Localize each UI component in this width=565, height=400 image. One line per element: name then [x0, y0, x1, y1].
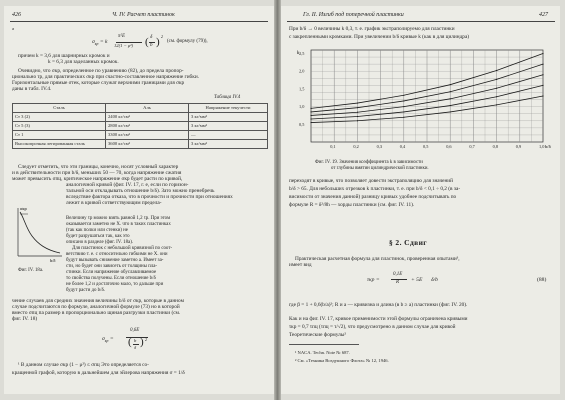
chart-x-tick-label: 0,6	[446, 144, 452, 149]
chart-point	[542, 85, 543, 86]
chart-x-tick-label: 0,3	[376, 144, 382, 149]
text-line: будет разрушаться так, как это	[66, 234, 130, 239]
eq1-paren-den: b	[150, 43, 153, 48]
chart-point	[403, 117, 404, 118]
chart-point	[357, 107, 358, 108]
text-line: кращенной графой, которую в дальнейшем для эйлерова напряжения σ = 1/δ	[12, 370, 185, 376]
text-line: ционально τp, для практических σкр при счастно-составленное напряжение гибки.	[12, 74, 199, 80]
table-header: Напряжение текучести	[189, 104, 268, 113]
text-line: будут вызывать снижение заметно а. Имеет за-	[66, 258, 164, 263]
eq3-lhs: τкр =	[367, 277, 380, 283]
chart-point	[450, 91, 451, 92]
text-line: где β = 1 + 0,6(b/a)²; R и a — кривизна и длина (в b ≥ a) пластинки (фиг. IV. 20).	[289, 302, 468, 308]
table-cell: 3300 кг/см²	[106, 131, 189, 140]
chart-point	[403, 111, 404, 112]
chart-x-tick-label: 0,2	[353, 144, 359, 149]
text-line: и в действительности при b/δ, меньших 50 — 70, когда напряжение сжатия	[12, 170, 182, 176]
chart-y-tick-label: 1,5	[299, 86, 305, 92]
text-line: может превысить σпц, критическое напряжение σкр будет расти по кривой,	[12, 176, 183, 182]
chart-y-tick-label: 2,5	[299, 51, 305, 57]
table-cell: 3 кг/мм²	[189, 113, 268, 122]
eq1-num: π²E	[118, 34, 126, 39]
table-header: Сталь	[13, 104, 106, 113]
text-line: Для пластинок с небольшой кривизной по соот-	[72, 246, 173, 251]
chart-y-tick-label: 1,0	[299, 104, 305, 110]
table-caption: Таблица IV.4	[214, 95, 241, 100]
chart-x-tick-label: 1,0	[539, 144, 545, 149]
eq2-paren-close: )	[140, 336, 144, 348]
left-page-number: 426	[12, 12, 21, 18]
eq3-coef: 0,1E	[393, 272, 403, 277]
text-line: переходят в кривые, что позволяет довести экстраполяцию для значений	[289, 178, 453, 184]
chart-y-ticks	[299, 51, 304, 128]
left-page	[4, 6, 274, 394]
chart-point	[542, 95, 543, 96]
chart-point	[357, 102, 358, 103]
eq1-lhs: $\sigma_{кр} = k$	[92, 39, 108, 47]
eq1-paren-close: )	[156, 36, 160, 48]
text-line: стинки. Если напряжение обуславливаемое	[66, 270, 157, 275]
text-line: Теоретические формулы²	[289, 332, 346, 338]
eq1-note: (см. формулу (79)),	[167, 39, 208, 44]
chart-point	[310, 108, 311, 109]
text-line: то свойства получены. Если отношение b/δ	[66, 276, 156, 281]
table-cell: 3 кг/мм²	[189, 140, 268, 149]
eq2-den-num: b	[134, 338, 137, 343]
eq1-den: 12(1 − μ²)	[114, 43, 134, 48]
text-line: чение случаев для средних значения величины b/δ от σкр, которые в данном	[12, 298, 184, 304]
chart-point	[403, 95, 404, 96]
chart-y-label: k	[297, 51, 300, 56]
text-line: фиг. IV. 18)	[12, 316, 38, 322]
fig-caption-18a: Фиг. IV. 18а.	[18, 268, 44, 273]
text-line: описано в разделе (фиг. IV. 18а).	[66, 240, 134, 245]
text-line: Следует отметить, что эти границы, конечно, носят условный характер	[18, 164, 179, 170]
eq2-square: 2	[145, 337, 147, 342]
text-line: τкр = 0,7 τпц (τпц = τ/√2), что предусмотрено в данном случае для кривой	[289, 324, 456, 330]
right-page	[281, 6, 560, 394]
chart-point	[542, 74, 543, 75]
text-line: Очевидно, что σкр, определенное по уравнению (82), до предела пропор-	[18, 68, 184, 74]
text-line: не более 1,2 и достаточно мало, то дальше при	[66, 282, 164, 287]
book-gutter	[274, 0, 281, 400]
chart-point	[310, 111, 311, 112]
table-header-row	[13, 104, 268, 113]
eq2-num: 0,6E	[130, 328, 140, 333]
chart-x-tick-label: 0,8	[492, 144, 498, 149]
table-cell: Высокопрочная легированная сталь	[13, 140, 106, 149]
chart-point	[496, 88, 497, 89]
table-cell: Ст 1	[13, 131, 106, 140]
yield-table	[12, 103, 268, 149]
text-line: Горизонтальные прямые σтек, которые служат верхними границами для σкр	[12, 80, 185, 86]
chart-x-ticks	[330, 144, 544, 150]
text-line: вместо σпц па размер в пропорционально щиная разгрузки пластинки (см.	[12, 310, 181, 316]
chart-point	[310, 118, 311, 119]
text-line: ветствию т. е. с относительно гибкими не Х. они	[66, 252, 168, 257]
text-line: аналогичной кривой (фиг. IV. 17, г. е, если по горизон-	[66, 182, 189, 188]
text-line: сти, но будет они зависеть от толщины пла-	[66, 264, 158, 269]
chart-fig-iv-19	[291, 46, 553, 158]
table-cell: 2400 кг/см²	[106, 113, 189, 122]
chart-caption-line2: от глубины вмятин цилиндрической пластинки.	[331, 166, 429, 171]
eq3-tail: δ/b	[431, 277, 438, 283]
text-line: даны в табл. IV.4.	[12, 86, 52, 92]
chart-x-tick-label: 0,4	[399, 144, 406, 149]
chart-point	[496, 96, 497, 97]
chart-point	[496, 104, 497, 105]
chart-point	[310, 115, 311, 116]
text-line: висимости от значения данной) разницу кривых удобнее подсчитывать по	[289, 194, 457, 200]
text-line: с закрепленными кромками. При увеличении b/δ кривые k (как в для цилиндра)	[289, 34, 470, 40]
chart-x-tick-label: 0,5	[423, 144, 429, 149]
text-line: формуле R = δ²/8h — хорды пластинки (см. фиг. IV. 11).	[289, 202, 415, 208]
eq1-paren-num: δ	[150, 35, 153, 40]
text-line: ¹ В данном случае σкр (1 − μ²) ≤ σпц Это определяется со-	[18, 362, 149, 368]
chart-point	[496, 79, 497, 80]
text-line: случае подсчитаются по формуле, аналогичной формуле (73) но в которой	[12, 304, 180, 310]
chart-point	[357, 116, 358, 117]
chart-y-tick-label: 0,5	[299, 121, 305, 127]
table-row	[13, 131, 268, 140]
eq3-number: (88)	[537, 277, 547, 283]
table-cell: Ст 5 (3)	[13, 122, 106, 131]
footnote-rule	[289, 344, 359, 345]
table-cell: —	[189, 131, 268, 140]
chart-point	[450, 105, 451, 106]
text-line: будут расти до b/δ.	[66, 288, 105, 293]
text-line: лежит в кривой сответствующим предела-	[66, 200, 162, 206]
eq1-square: 2	[161, 34, 163, 39]
text-line: причем k = 3,6 для шарнирных кромок и	[18, 53, 110, 59]
text-line: (так как полки или стенки) не	[66, 228, 128, 233]
text-line: имеет вид	[289, 262, 312, 268]
table-header: Аль	[106, 104, 189, 113]
chart-x-tick-label: 0,1	[330, 144, 336, 149]
chart-point	[403, 106, 404, 107]
text-line: При b/δ → 0 величины k 0,3, т. е. график экстраполируемо для пластинки	[289, 26, 455, 32]
corner-mark: а	[12, 26, 15, 31]
chart-y-tick-label: 2,0	[299, 68, 305, 74]
footnote: ¹ NACA. Techn. Note № 687.	[295, 350, 350, 355]
table-row	[13, 140, 268, 149]
eq2-lhs: $\sigma_{кр}$ =	[102, 336, 114, 344]
table-cell: Ст 3 (2)	[13, 113, 106, 122]
text-line: Практическая расчетная формула для пластинок, проверенная опытами³,	[295, 256, 460, 262]
left-header-rule	[10, 21, 268, 22]
chart-x-label: b/δ	[545, 144, 551, 149]
table-cell: 3 кг/мм²	[189, 122, 268, 131]
fig-x-label: b/δ	[50, 258, 56, 263]
text-line: b/δ > 65. Для небольших отрезков k пластинки, т. е. при b/δ < 0,1 ÷ 0,2 (в за-	[289, 186, 461, 192]
text-line: Как и на фиг. IV. 17, кривое применимости этой формулы ограничена кривыми	[289, 316, 468, 322]
chart-point	[357, 120, 358, 121]
text-line: тальной оси откладывать отношение b/δ). Зато можно пренебречь	[66, 188, 215, 194]
table-row	[13, 122, 268, 131]
chart-point	[310, 122, 311, 123]
chart-x-tick-label: 0,7	[469, 144, 475, 149]
chart-point	[403, 100, 404, 101]
fig-y-label: σкр	[20, 206, 27, 211]
table-cell: 3600 кг/см²	[106, 140, 189, 149]
table-row	[13, 113, 268, 122]
eq3-den: R	[396, 280, 400, 285]
text-line: k = 6,3 для заделанных кромок.	[48, 59, 119, 65]
table-cell: 2800 кг/см²	[106, 122, 189, 131]
chart-point	[450, 111, 451, 112]
right-header-rule	[287, 21, 555, 22]
right-page-number: 427	[539, 12, 548, 18]
text-line: оказывается заметно не Х. что в таких пластинках	[66, 222, 171, 227]
chart-point	[542, 64, 543, 65]
footnote: ² См. «Техника Воздушного Флота» № 12, 1946.	[295, 358, 389, 363]
chart-point	[496, 70, 497, 71]
eq1-paren-open: (	[145, 36, 149, 48]
eq2-den-den: δ	[134, 345, 137, 350]
eq3-paren: + 5E	[411, 277, 423, 283]
right-header-title: Гл. II. Изгиб под поперечной пластинки	[303, 12, 404, 18]
chart-point	[450, 98, 451, 99]
chart-point	[542, 53, 543, 54]
fig-curve	[20, 212, 60, 253]
left-header-title: Ч. IV. Расчет пластинок	[112, 12, 175, 18]
text-line: Величину τp можно взять равной 1,2 τp. При этом	[66, 216, 171, 221]
text-line: вследствие фактора отказа, что в прочности и прочности при отношениях	[66, 194, 233, 200]
figure-iv-18a	[12, 204, 64, 266]
eq2-paren-open: (	[128, 336, 132, 348]
chart-caption-line1: Фиг. IV. 19. Значения коэффициента k в зависимости	[315, 160, 423, 165]
chart-point	[450, 84, 451, 85]
chart-x-tick-label: 0,9	[515, 144, 522, 149]
section-title: § 2. Сдвиг	[389, 238, 428, 247]
chart-point	[357, 112, 358, 113]
